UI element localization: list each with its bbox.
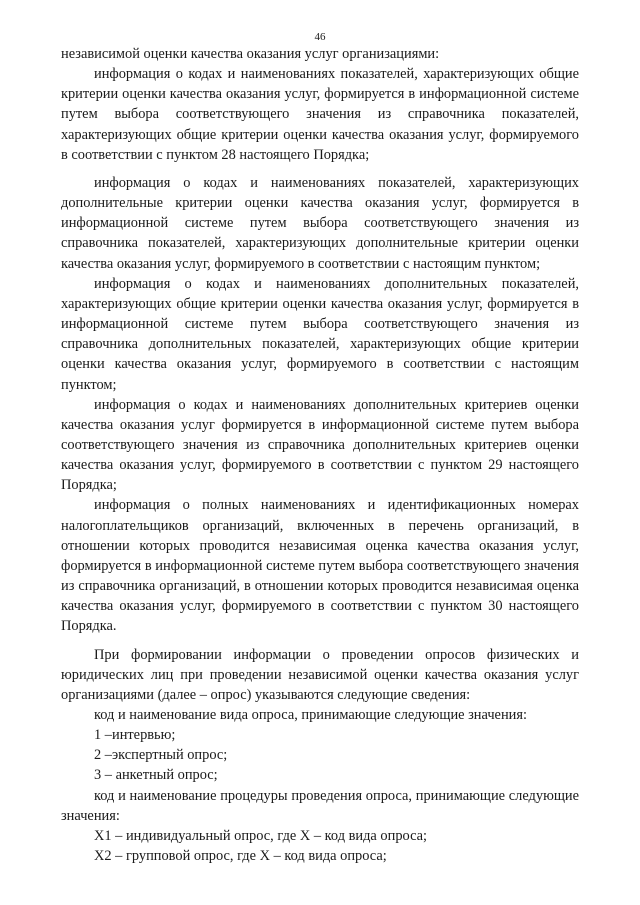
page-number: 46 [314, 31, 326, 43]
paragraph-survey-procedure-code: код и наименование процедуры проведения опроса, принимающие следующие значения: [61, 787, 579, 824]
paragraph-survey-info: При формировании информации о проведении опросов физических и юридических лиц при проведении независимой оценки качества оказания услуг организациями (далее – опрос) указываются следующие сведения: [61, 646, 579, 703]
list-item-survey-type-3: 3 – анкетный опрос; [94, 767, 218, 784]
paragraph-continuation: независимой оценки качества оказания услуг организациями: [61, 46, 440, 62]
paragraph-additional-criteria: информация о кодах и наименованиях дополнительных критериев оценки качества оказания услуг формируется в информационной системе путем выбора соответствующего значения из справочника дополнительных критериев оценки качества оказания услуг, формируемого в соответствии с пунктом 29 настоящего Порядка; [61, 396, 579, 494]
paragraph-additional-indicators: информация о кодах и наименованиях дополнительных показателей, характеризующих общие критерии оценки качества оказания услуг, формируется в информационной системе путем выбора соответствующего значения из справочника дополнительных показателей, характеризующих общие критерии оценки качества оказания услуг, формируемого в соответствии с настоящим пунктом; [61, 275, 579, 393]
list-item-survey-type-2: 2 –экспертный опрос; [94, 747, 228, 764]
document-body [61, 44, 579, 866]
paragraph-organizations-info: информация о полных наименованиях и идентификационных номерах налогоплательщиков организаций, включенных в перечень организаций, в отношении которых проводится независимая оценка качества оказания услуг, формируется в информационной системе путем выбора соответствующего значения из справочника организаций, в отношении которых проводится независимая оценка качества оказания услуг, формируемого в соответствии с пунктом 30 настоящего Порядка. [61, 497, 579, 635]
list-item-procedure-individual: X1 – индивидуальный опрос, где X – код вида опроса; [94, 827, 428, 844]
paragraph-general-criteria-indicators: информация о кодах и наименованиях показателей, характеризующих общие критерии оценки качества оказания услуг, формируется в информационной системе путем выбора соответствующего значения из справочника показателей, характеризующих общие критерии оценки качества оказания услуг, формируемого в соответствии с пунктом 28 настоящего Порядка; [61, 66, 579, 163]
list-item-survey-type-1: 1 –интервью; [94, 727, 176, 744]
list-item-procedure-group: X2 – групповой опрос, где X – код вида опроса; [94, 848, 387, 865]
paragraph-additional-criteria-indicators: информация о кодах и наименованиях показателей, характеризующих дополнительные критерии оценки качества оказания услуг, формируется в информационной системе путем выбора соответствующего значения из справочника показателей, характеризующих дополнительные критерии оценки качества оказания услуг, формируемого в соответствии с настоящим пунктом; [61, 174, 579, 272]
paragraph-survey-type-code: код и наименование вида опроса, принимающие следующие значения: [94, 707, 527, 723]
